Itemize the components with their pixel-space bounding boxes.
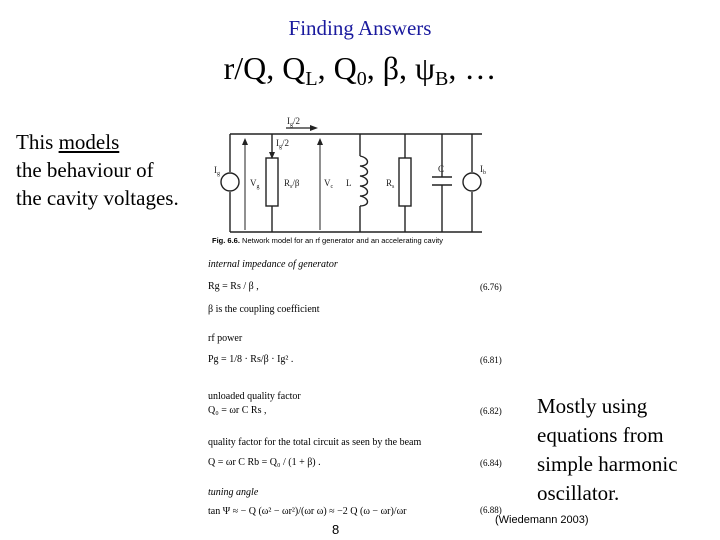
left-note-prefix: This — [16, 130, 59, 154]
vc-label: $V_c$ — [324, 178, 334, 190]
slide-header: Finding Answers — [288, 16, 432, 40]
title-sep: , — [317, 50, 326, 86]
left-note — [16, 128, 179, 212]
equation-number-682: (6.82) — [480, 406, 502, 416]
label-rf-power: rf power — [208, 333, 243, 344]
beta-note: β is the coupling coefficient — [208, 304, 320, 315]
equation-q0: Q₀ = ωr C Rs , — [208, 405, 267, 416]
vg-arrow-icon — [242, 138, 248, 145]
title-rest: , … — [448, 50, 497, 86]
title-beta-psi: , β, ψ — [366, 50, 436, 86]
vg-label: $V_g$ — [250, 178, 260, 190]
second-current-label: $I_g/2$ — [276, 138, 290, 150]
equation-number-684: (6.84) — [480, 458, 502, 468]
left-note-models: models — [58, 130, 120, 154]
right-note — [537, 392, 678, 508]
title-q: Q — [282, 50, 306, 86]
label-total-q: quality factor for the total circuit as seen by the beam — [208, 437, 422, 448]
equation-pg: Pg = 1/8 · Rs/β · Ig² . — [208, 354, 294, 365]
circuit-diagram — [200, 112, 500, 252]
rs-beta-label: $R_s/\beta$ — [284, 178, 300, 190]
right-note-line1: Mostly using — [537, 394, 648, 418]
left-note-line3: the cavity voltages. — [16, 186, 179, 210]
right-note-line4: oscillator. — [537, 481, 620, 505]
label-tuning-angle: tuning angle — [208, 487, 259, 498]
l-label: L — [346, 178, 352, 188]
ib-label: $I_b$ — [480, 164, 486, 176]
left-note-line2: the behaviour of — [16, 158, 154, 182]
ig-label: $I_g$ — [214, 165, 220, 177]
label-internal-impedance: internal impedance of generator — [208, 259, 338, 270]
title-l-sub: L — [305, 68, 318, 90]
slide-title — [0, 50, 720, 91]
page-number: 8 — [332, 522, 340, 537]
top-current-label: $I_g/2$ — [287, 116, 301, 128]
c-label: C — [438, 164, 445, 174]
citation: (Wiedemann 2003) — [495, 514, 589, 526]
vc-arrow-icon — [317, 138, 323, 145]
title-b-sub: B — [435, 68, 449, 90]
equation-tan-psi: tan Ψ ≈ − Q (ω² − ωr²)/(ωr ω) ≈ −2 Q (ω − ωr)/ωr — [208, 506, 407, 517]
title-r-over-q: r/Q, — [223, 50, 275, 86]
equation-number-688: (6.88) — [480, 505, 502, 515]
title-zero-sub: 0 — [356, 68, 367, 90]
label-unloaded-q: unloaded quality factor — [208, 391, 301, 402]
right-note-line3: simple harmonic — [537, 452, 678, 476]
equation-number-681: (6.81) — [480, 355, 502, 365]
equation-number-676: (6.76) — [480, 282, 502, 292]
title-q0: Q — [333, 50, 357, 86]
equation-q: Q = ωr C Rb = Q₀ / (1 + β) . — [208, 457, 321, 468]
equation-rg: Rg = Rs / β , — [208, 281, 259, 292]
figure-caption: Fig. 6.6. Network model for an rf generator and an accelerating cavity — [212, 236, 443, 245]
right-note-line2: equations from — [537, 423, 664, 447]
rs-label: $R_s$ — [386, 178, 395, 190]
